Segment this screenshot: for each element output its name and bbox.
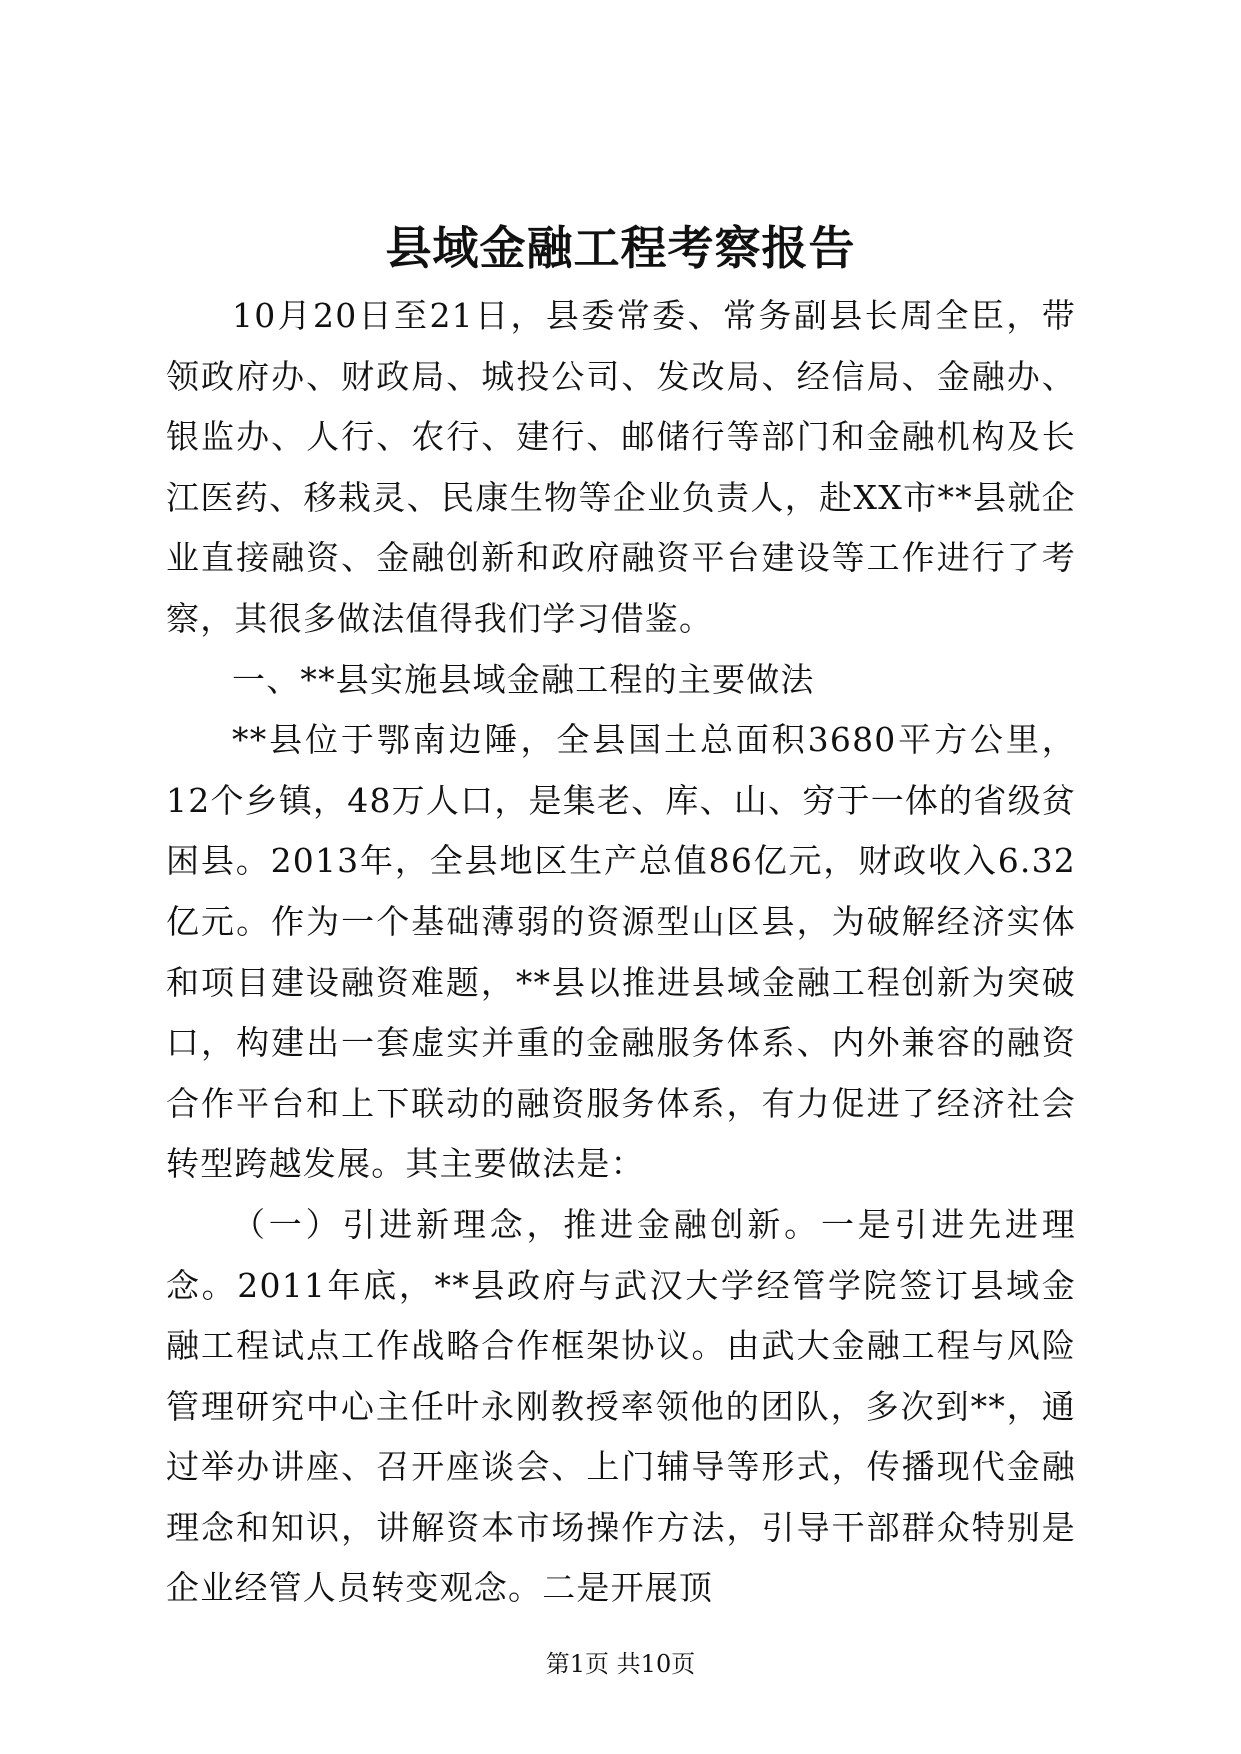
page-footer — [0, 1648, 1241, 1680]
paragraph-subsection-1: （一）引进新理念，推进金融创新。一是引进先进理念。2011年底，**县政府与武汉大学经管学院签订县域金融工程试点工作战略合作框架协议。由武大金融工程与风险管理研究中心主任叶永刚教授率领他的团队，多次到**，通过举办讲座、召开座谈会、上门辅导等形式，传播现代金融理念和知识，讲解资本市场操作方法，引导干部群众特别是企业经管人员转变观念。二是开展顶 — [166, 1204, 1076, 1608]
paragraph-intro: 10月20日至21日，县委常委、常务副县长周全臣，带领政府办、财政局、城投公司、发改局、经信局、金融办、银监办、人行、农行、建行、邮储行等部门和金融机构及长江医药、移栽灵、民康生物等企业负责人，赴XX市**县就企业直接融资、金融创新和政府融资平台建设等工作进行了考察，其很多做法值得我们学习借鉴。 — [166, 296, 1076, 638]
paragraph-overview: **县位于鄂南边陲，全县国土总面积3680平方公里，12个乡镇，48万人口，是集老、库、山、穷于一体的省级贫困县。2013年，全县地区生产总值86亿元，财政收入6.32亿元。作为一个基础薄弱的资源型山区县，为破解经济实体和项目建设融资难题，**县以推进县域金融工程创新为突破口，构建出一套虚实并重的金融服务体系、内外兼容的融资合作平台和上下联动的融资服务体系，有力促进了经济社会转型跨越发展。其主要做法是： — [166, 720, 1076, 1184]
document-title: 县域金融工程考察报告 — [385, 221, 856, 275]
document-body — [166, 286, 1076, 1619]
page-number-label: 第1页 共10页 — [545, 1650, 696, 1678]
section-heading: 一、**县实施县域金融工程的主要做法 — [232, 659, 815, 699]
